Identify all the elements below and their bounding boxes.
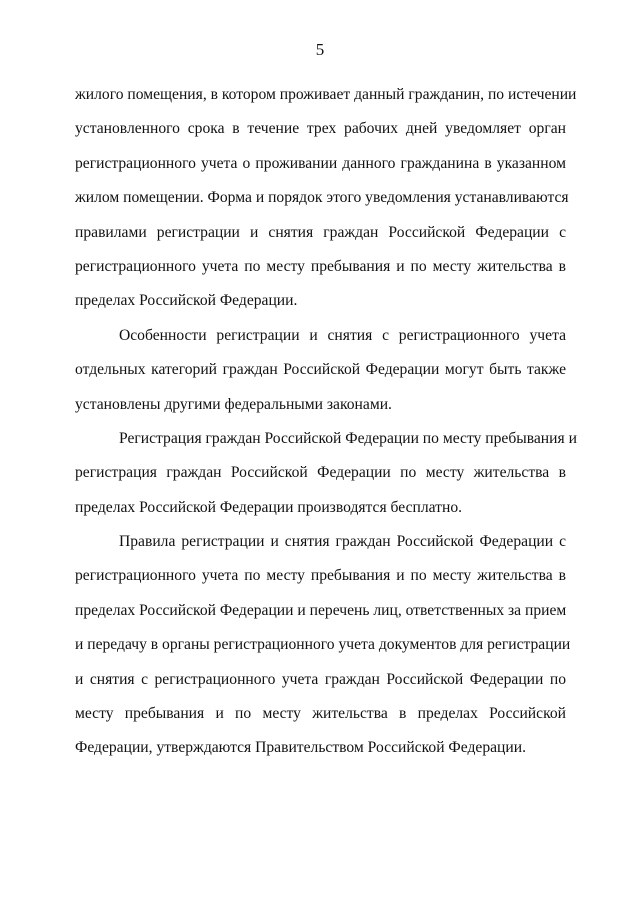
paragraph-line: Правила регистрации и снятия граждан Российской Федерации с xyxy=(119,533,566,551)
page-number: 5 xyxy=(315,40,325,59)
paragraph-line: и передачу в органы регистрационного учета документов для регистрации xyxy=(75,636,571,654)
paragraph-line: правилами регистрации и снятия граждан Российской Федерации с xyxy=(75,223,566,241)
paragraph-2 xyxy=(75,319,566,422)
paragraph-line: пределах Российской Федерации и перечень лиц, ответственных за прием xyxy=(75,601,567,619)
paragraph-line: жилого помещения, в котором проживает данный гражданин, по истечении xyxy=(75,86,577,103)
paragraph-line: регистрационного учета по месту пребывания и по месту жительства в xyxy=(75,257,566,275)
paragraph-line: и снятия с регистрационного учета граждан Российской Федерации по xyxy=(75,670,566,688)
paragraph-1 xyxy=(75,78,577,319)
paragraph-line: месту пребывания и по месту жительства в пределах Российской xyxy=(75,705,566,723)
paragraph-line: установленного срока в течение трех рабочих дней уведомляет орган xyxy=(75,120,566,138)
paragraph-line: пределах Российской Федерации производятся бесплатно. xyxy=(75,498,463,516)
paragraph-4 xyxy=(75,525,571,766)
paragraph-line: пределах Российской Федерации. xyxy=(75,292,298,310)
paragraph-line: регистрационного учета о проживании данного гражданина в указанном xyxy=(75,154,566,172)
paragraph-line: Регистрация граждан Российской Федерации по месту пребывания и xyxy=(119,429,577,447)
paragraph-3 xyxy=(75,422,577,525)
paragraph-line: Особенности регистрации и снятия с регистрационного учета xyxy=(119,326,566,344)
document-body xyxy=(75,78,577,766)
paragraph-line: отдельных категорий граждан Российской Федерации могут быть также xyxy=(75,361,566,379)
paragraph-line: Федерации, утверждаются Правительством Российской Федерации. xyxy=(75,739,526,757)
paragraph-line: установлены другими федеральными законами. xyxy=(75,395,392,413)
paragraph-line: регистрационного учета по месту пребывания и по месту жительства в xyxy=(75,567,566,585)
paragraph-line: регистрация граждан Российской Федерации по месту жительства в xyxy=(75,464,566,482)
paragraph-line: жилом помещении. Форма и порядок этого уведомления устанавливаются xyxy=(75,189,569,207)
